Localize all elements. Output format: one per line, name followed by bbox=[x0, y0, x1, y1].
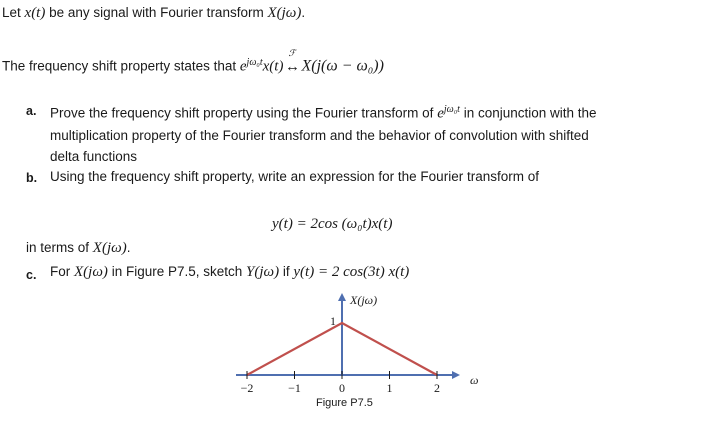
intro-xt: x(t) bbox=[24, 5, 46, 21]
part-a-line1: Prove the frequency shift property using the Fourier transform of $e^{j\omega_0t}$ in conjunction with the bbox=[50, 104, 597, 122]
intro-prefix: Let bbox=[2, 5, 25, 20]
x-tick-label: 1 bbox=[386, 381, 393, 395]
part-c-label: c. bbox=[26, 268, 37, 282]
property-lhs-base: e bbox=[239, 58, 247, 75]
part-b-equation: y(t) = 2cos (ω₀t)x(t) bbox=[272, 216, 393, 232]
double-arrow-icon: ↔ bbox=[284, 58, 300, 75]
property-lhs-rest: x(t) bbox=[262, 58, 284, 75]
x-tick-label: 0 bbox=[339, 381, 345, 395]
x-axis-arrow-icon bbox=[452, 371, 460, 379]
fourier-symbol: ℱ bbox=[288, 47, 296, 58]
part-a-line3: delta functions bbox=[50, 148, 138, 164]
peak-label: 1 bbox=[330, 314, 336, 328]
property-rhs: X(j(ω − ω₀)) bbox=[301, 57, 384, 75]
property-text: The frequency shift property states that bbox=[2, 58, 240, 74]
intro-suffix: . bbox=[301, 5, 306, 20]
x-tick-label: −1 bbox=[288, 381, 301, 395]
figure-caption: Figure P7.5 bbox=[316, 397, 373, 409]
intro-middle: be any signal with Fourier transform bbox=[45, 5, 268, 20]
part-a-line2: multiplication property of the Fourier transform and the behavior of convolution with shifted bbox=[50, 127, 589, 143]
y-axis-arrow-icon bbox=[338, 293, 346, 301]
x-axis-label: ω bbox=[470, 373, 479, 387]
y-axis-label: X(jω) bbox=[350, 293, 378, 307]
part-b-text: Using the frequency shift property, write an expression for the Fourier transform of bbox=[50, 169, 539, 184]
x-tick-label: 2 bbox=[434, 381, 440, 395]
part-a-label: a. bbox=[26, 104, 37, 118]
intro-Xjw: X(jω) bbox=[267, 5, 302, 21]
property-lhs-exp: jω₀t bbox=[246, 57, 263, 68]
x-tick-label: −2 bbox=[240, 381, 254, 395]
part-b-after: in terms of X(jω). bbox=[26, 240, 131, 256]
part-b-label: b. bbox=[26, 171, 38, 185]
part-c-text: For X(jω) in Figure P7.5, sketch Y(jω) if y(t) = 2 cos(3t) x(t) bbox=[50, 264, 410, 280]
